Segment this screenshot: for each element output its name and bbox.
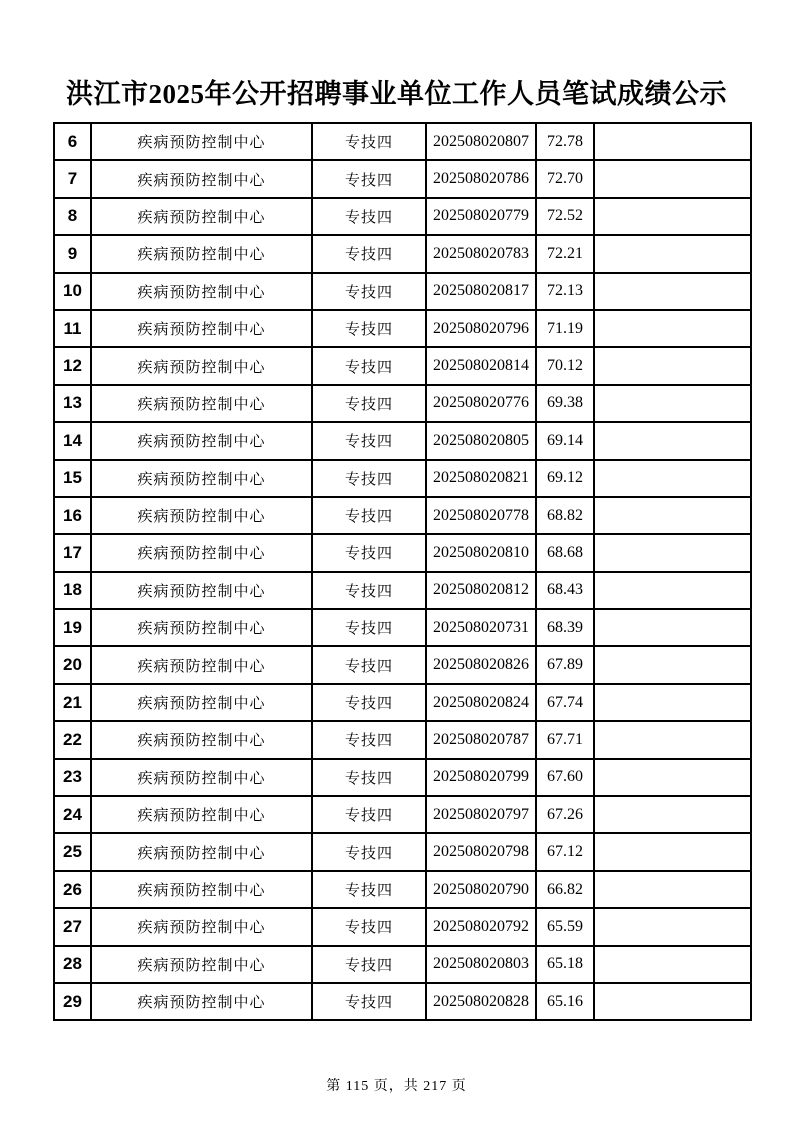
score-cell: 68.43 [536,572,594,609]
unit-cell: 疾病预防控制中心 [91,759,312,796]
unit-cell: 疾病预防控制中心 [91,908,312,945]
position-cell: 专技四 [312,534,426,571]
candidate-id-cell: 202508020826 [426,646,536,683]
table-row [54,235,751,272]
score-cell: 68.82 [536,497,594,534]
candidate-id-cell: 202508020803 [426,946,536,983]
remark-cell [594,347,751,384]
row-number-cell: 6 [54,123,91,160]
remark-cell [594,310,751,347]
unit-cell: 疾病预防控制中心 [91,721,312,758]
unit-cell: 疾病预防控制中心 [91,422,312,459]
score-cell: 68.39 [536,609,594,646]
score-cell: 68.68 [536,534,594,571]
row-number-cell: 15 [54,460,91,497]
remark-cell [594,684,751,721]
row-number-cell: 29 [54,983,91,1020]
table-row [54,123,751,160]
table-row [54,684,751,721]
table-row [54,572,751,609]
unit-cell: 疾病预防控制中心 [91,534,312,571]
candidate-id-cell: 202508020807 [426,123,536,160]
remark-cell [594,946,751,983]
candidate-id-cell: 202508020790 [426,871,536,908]
unit-cell: 疾病预防控制中心 [91,871,312,908]
table-row [54,460,751,497]
table-row [54,273,751,310]
row-number-cell: 18 [54,572,91,609]
score-cell: 65.18 [536,946,594,983]
candidate-id-cell: 202508020821 [426,460,536,497]
unit-cell: 疾病预防控制中心 [91,160,312,197]
candidate-id-cell: 202508020817 [426,273,536,310]
score-cell: 67.89 [536,646,594,683]
unit-cell: 疾病预防控制中心 [91,646,312,683]
candidate-id-cell: 202508020810 [426,534,536,571]
remark-cell [594,385,751,422]
score-cell: 67.71 [536,721,594,758]
row-number-cell: 17 [54,534,91,571]
score-cell: 67.60 [536,759,594,796]
remark-cell [594,123,751,160]
row-number-cell: 22 [54,721,91,758]
candidate-id-cell: 202508020798 [426,833,536,870]
remark-cell [594,235,751,272]
score-cell: 66.82 [536,871,594,908]
remark-cell [594,572,751,609]
unit-cell: 疾病预防控制中心 [91,796,312,833]
row-number-cell: 24 [54,796,91,833]
remark-cell [594,721,751,758]
position-cell: 专技四 [312,497,426,534]
position-cell: 专技四 [312,160,426,197]
remark-cell [594,534,751,571]
row-number-cell: 7 [54,160,91,197]
candidate-id-cell: 202508020783 [426,235,536,272]
scores-table [53,122,752,1021]
position-cell: 专技四 [312,833,426,870]
score-cell: 72.52 [536,198,594,235]
table-row [54,946,751,983]
unit-cell: 疾病预防控制中心 [91,460,312,497]
score-cell: 67.12 [536,833,594,870]
position-cell: 专技四 [312,796,426,833]
candidate-id-cell: 202508020787 [426,721,536,758]
table-row [54,908,751,945]
remark-cell [594,273,751,310]
position-cell: 专技四 [312,946,426,983]
table-row [54,497,751,534]
score-cell: 67.26 [536,796,594,833]
remark-cell [594,422,751,459]
score-cell: 65.16 [536,983,594,1020]
table-row [54,160,751,197]
table-row [54,385,751,422]
candidate-id-cell: 202508020812 [426,572,536,609]
row-number-cell: 28 [54,946,91,983]
unit-cell: 疾病预防控制中心 [91,833,312,870]
candidate-id-cell: 202508020731 [426,609,536,646]
candidate-id-cell: 202508020796 [426,310,536,347]
page-number: 第 115 页，共 217 页 [326,1079,467,1094]
page-title: 洪江市2025年公开招聘事业单位工作人员笔试成绩公示 [66,79,727,109]
position-cell: 专技四 [312,347,426,384]
remark-cell [594,460,751,497]
position-cell: 专技四 [312,871,426,908]
remark-cell [594,497,751,534]
row-number-cell: 19 [54,609,91,646]
candidate-id-cell: 202508020776 [426,385,536,422]
row-number-cell: 9 [54,235,91,272]
score-cell: 69.38 [536,385,594,422]
table-row [54,871,751,908]
table-row [54,646,751,683]
table-row [54,609,751,646]
remark-cell [594,908,751,945]
table-row [54,759,751,796]
unit-cell: 疾病预防控制中心 [91,497,312,534]
position-cell: 专技四 [312,385,426,422]
unit-cell: 疾病预防控制中心 [91,684,312,721]
position-cell: 专技四 [312,460,426,497]
position-cell: 专技四 [312,422,426,459]
remark-cell [594,646,751,683]
score-cell: 70.12 [536,347,594,384]
position-cell: 专技四 [312,684,426,721]
row-number-cell: 8 [54,198,91,235]
unit-cell: 疾病预防控制中心 [91,123,312,160]
candidate-id-cell: 202508020778 [426,497,536,534]
row-number-cell: 14 [54,422,91,459]
unit-cell: 疾病预防控制中心 [91,385,312,422]
score-cell: 71.19 [536,310,594,347]
candidate-id-cell: 202508020797 [426,796,536,833]
row-number-cell: 21 [54,684,91,721]
score-cell: 69.14 [536,422,594,459]
unit-cell: 疾病预防控制中心 [91,273,312,310]
unit-cell: 疾病预防控制中心 [91,946,312,983]
table-row [54,534,751,571]
unit-cell: 疾病预防控制中心 [91,310,312,347]
remark-cell [594,833,751,870]
row-number-cell: 25 [54,833,91,870]
remark-cell [594,759,751,796]
position-cell: 专技四 [312,908,426,945]
table-row [54,198,751,235]
table-row [54,796,751,833]
position-cell: 专技四 [312,198,426,235]
position-cell: 专技四 [312,273,426,310]
row-number-cell: 10 [54,273,91,310]
score-cell: 72.70 [536,160,594,197]
unit-cell: 疾病预防控制中心 [91,572,312,609]
table-row [54,422,751,459]
row-number-cell: 16 [54,497,91,534]
row-number-cell: 11 [54,310,91,347]
unit-cell: 疾病预防控制中心 [91,198,312,235]
unit-cell: 疾病预防控制中心 [91,347,312,384]
row-number-cell: 23 [54,759,91,796]
table-row [54,833,751,870]
candidate-id-cell: 202508020805 [426,422,536,459]
remark-cell [594,983,751,1020]
score-cell: 67.74 [536,684,594,721]
position-cell: 专技四 [312,646,426,683]
remark-cell [594,609,751,646]
table-row [54,347,751,384]
position-cell: 专技四 [312,310,426,347]
position-cell: 专技四 [312,609,426,646]
position-cell: 专技四 [312,235,426,272]
remark-cell [594,160,751,197]
row-number-cell: 27 [54,908,91,945]
candidate-id-cell: 202508020799 [426,759,536,796]
row-number-cell: 26 [54,871,91,908]
scores-table-body [54,123,751,1020]
table-row [54,983,751,1020]
position-cell: 专技四 [312,572,426,609]
candidate-id-cell: 202508020824 [426,684,536,721]
score-cell: 72.78 [536,123,594,160]
candidate-id-cell: 202508020792 [426,908,536,945]
unit-cell: 疾病预防控制中心 [91,983,312,1020]
position-cell: 专技四 [312,983,426,1020]
score-cell: 69.12 [536,460,594,497]
score-cell: 65.59 [536,908,594,945]
row-number-cell: 13 [54,385,91,422]
position-cell: 专技四 [312,123,426,160]
candidate-id-cell: 202508020828 [426,983,536,1020]
row-number-cell: 12 [54,347,91,384]
remark-cell [594,198,751,235]
candidate-id-cell: 202508020779 [426,198,536,235]
row-number-cell: 20 [54,646,91,683]
candidate-id-cell: 202508020786 [426,160,536,197]
table-row [54,721,751,758]
position-cell: 专技四 [312,759,426,796]
table-row [54,310,751,347]
candidate-id-cell: 202508020814 [426,347,536,384]
position-cell: 专技四 [312,721,426,758]
remark-cell [594,871,751,908]
score-cell: 72.13 [536,273,594,310]
unit-cell: 疾病预防控制中心 [91,609,312,646]
unit-cell: 疾病预防控制中心 [91,235,312,272]
score-cell: 72.21 [536,235,594,272]
remark-cell [594,796,751,833]
